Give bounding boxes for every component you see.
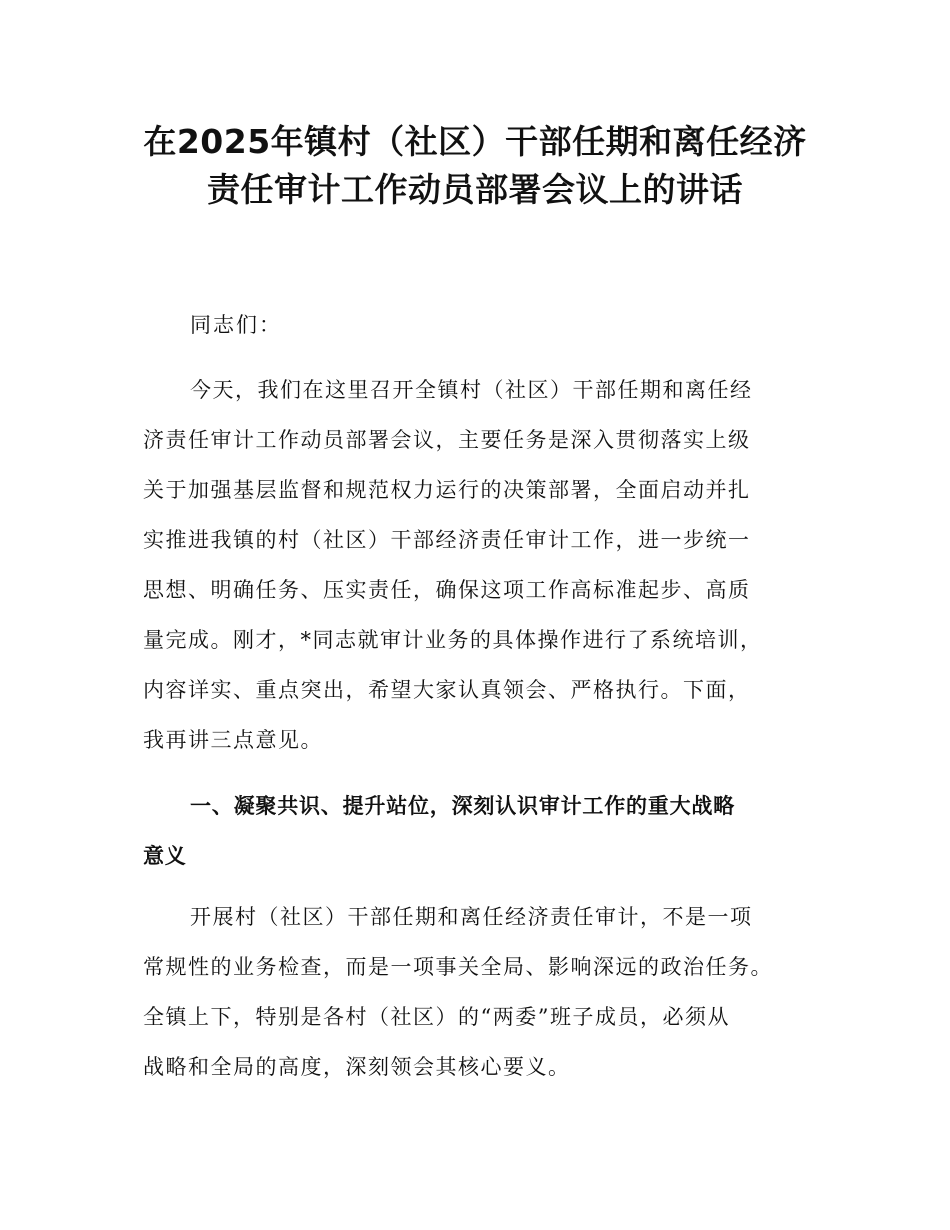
- paragraph-line: 济责任审计工作动员部署会议，主要任务是深入贯彻落实上级: [143, 428, 751, 452]
- paragraph-line: 我再讲三点意见。: [143, 728, 323, 752]
- paragraph-line: 量完成。刚才，*同志就审计业务的具体操作进行了系统培训，: [143, 628, 763, 652]
- paragraph-line: 常规性的业务检查，而是一项事关全局、影响深远的政治任务。: [143, 955, 773, 979]
- greeting: 同志们：: [190, 313, 282, 337]
- paragraph-line: 内容详实、重点突出，希望大家认真领会、严格执行。下面，: [143, 678, 751, 702]
- heading-line: 一、凝聚共识、提升站位，深刻认识审计工作的重大战略: [190, 794, 735, 818]
- paragraph-line: 思想、明确任务、压实责任，确保这项工作高标准起步、高质: [143, 578, 751, 602]
- title-line-1: 在2025年镇村（社区）干部任期和离任经济: [143, 122, 807, 161]
- paragraph-line: 战略和全局的高度，深刻领会其核心要义。: [143, 1055, 571, 1079]
- paragraph-1: [143, 365, 833, 765]
- paragraph-line: 全镇上下，特别是各村（社区）的“两委”班子成员，必须从: [143, 1005, 730, 1029]
- title-line-2: 责任审计工作动员部署会议上的讲话: [207, 170, 743, 209]
- heading-line: 意义: [143, 844, 187, 868]
- paragraph-line: 实推进我镇的村（社区）干部经济责任审计工作，进一步统一: [143, 528, 751, 552]
- paragraph-line: 开展村（社区）干部任期和离任经济责任审计，不是一项: [190, 905, 753, 929]
- paragraph-2: [143, 892, 833, 1092]
- paragraph-line: 关于加强基层监督和规范权力运行的决策部署，全面启动并扎: [143, 478, 751, 502]
- paragraph-line: 今天，我们在这里召开全镇村（社区）干部任期和离任经: [190, 378, 753, 402]
- document-title: [120, 118, 830, 214]
- section-heading-1: [143, 781, 833, 881]
